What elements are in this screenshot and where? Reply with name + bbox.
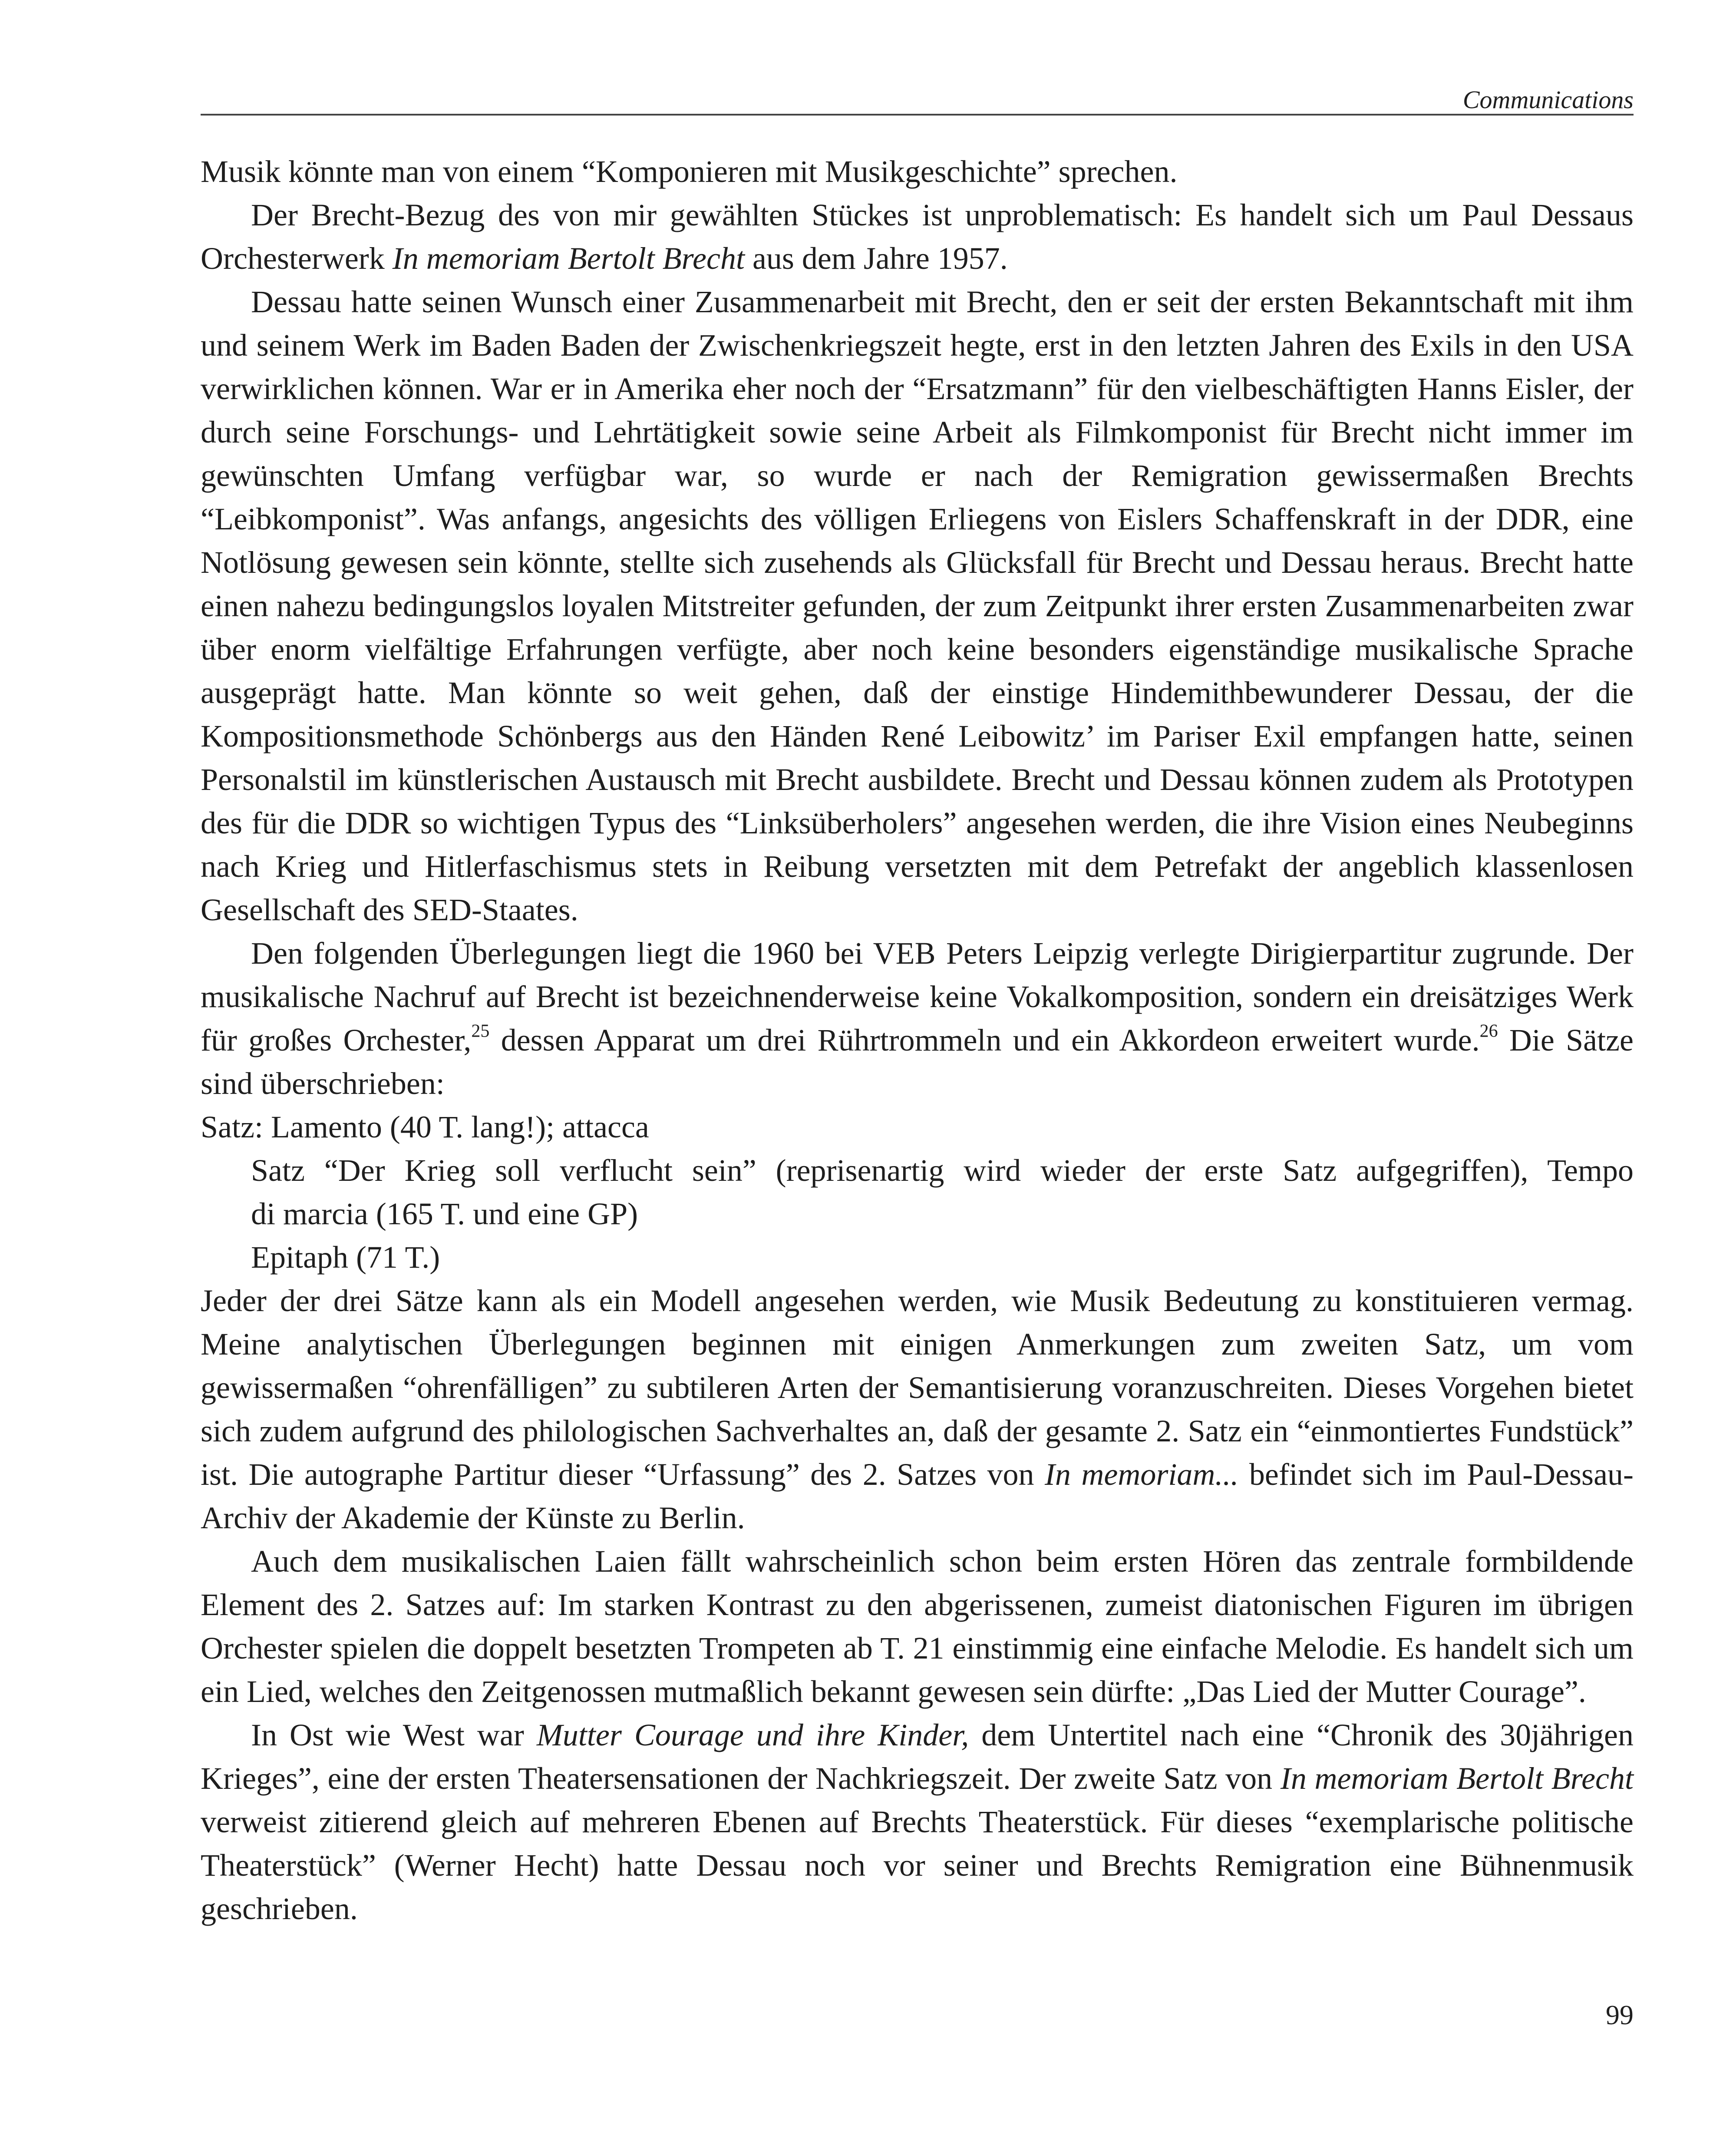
movement-list-item-1: Satz: Lamento (40 T. lang!); attacca <box>201 1110 649 1144</box>
header-rule <box>201 114 1634 116</box>
running-header-title: Communications <box>1462 86 1634 114</box>
paragraph-3-text-a: Den folgenden Überlegungen liegt die 1960 bei VEB Peters Leipzig verlegte Dirigierpartitur zugrunde. Der musikalische Nachruf auf Brecht ist bezeichnenderweise keine Vokalkomposition, sondern ein dreisätziges Werk für großes Orchester, <box>201 936 1634 1057</box>
paragraph-0: Musik könnte man von einem “Komponieren mit Musikgeschichte” sprechen. <box>201 154 1178 189</box>
paragraph-1-text-b: aus dem Jahre 1957. <box>744 241 1008 276</box>
paragraph-6-text-a: In Ost wie West war <box>251 1718 537 1752</box>
movement-list-item-2-line-1: Satz “Der Krieg soll verflucht sein” (reprisenartig wird wieder der erste Satz aufgegriffen), Tempo <box>251 1153 1634 1188</box>
movement-list-item-3: Epitaph (71 T.) <box>251 1240 440 1275</box>
footnote-ref-25: 25 <box>471 1021 490 1041</box>
movement-list-item-2-line-2: di marcia (165 T. und eine GP) <box>251 1196 638 1231</box>
paragraph-3-text-c: Die Sätze sind überschrieben: <box>201 1023 1634 1101</box>
paragraph-3-text-b: dessen Apparat um drei Rührtrommeln und ein Akkordeon erweitert wurde. <box>489 1023 1480 1057</box>
paragraph-6-text-b: dem Untertitel nach eine “Chronik des 30jährigen Krieges”, eine der ersten Theatersensationen der Nachkriegszeit. Der zweite Satz von <box>201 1718 1634 1796</box>
body-text <box>201 150 1634 1930</box>
paragraph-5: Auch dem musikalischen Laien fällt wahrscheinlich schon beim ersten Hören das zentrale formbildende Element des 2. Satzes auf: Im starken Kontrast zu den abgerissenen, zumeist diatonischen Figuren im übrigen Orchester spielen die doppelt besetzten Trompeten ab T. 21 einstimmig eine einfache Melodie. Es handelt sich um ein Lied, welches den Zeitgenossen mutmaßlich bekannt gewesen sein dürfte: „Das Lied der Mutter Courage”. <box>201 1544 1634 1709</box>
paragraph-3 <box>201 932 1634 1105</box>
paragraph-1-text-a: Der Brecht-Bezug des von mir gewählten Stückes ist unproblematisch: Es handelt sich um Paul Dessaus Orchesterwerk <box>201 198 1634 276</box>
paragraph-6 <box>201 1713 1634 1930</box>
paragraph-2: Dessau hatte seinen Wunsch einer Zusammenarbeit mit Brecht, den er seit der ersten Bekanntschaft mit ihm und seinem Werk im Baden Baden der Zwischenkriegszeit hegte, erst in den letzten Jahren des Exils in den USA verwirklichen können. War er in Amerika eher noch der “Ersatzmann” für den vielbeschäftigten Hanns Eisler, der durch seine Forschungs- und Lehrtätigkeit sowie seine Arbeit als Filmkomponist für Brecht nicht immer im gewünschten Umfang verfügbar war, so wurde er nach der Remigration gewissermaßen Brechts “Leibkomponist”. Was anfangs, angesichts des völligen Erliegens von Eislers Schaffenskraft in der DDR, eine Notlösung gewesen sein könnte, stellte sich zusehends als Glücksfall für Brecht und Dessau heraus. Brecht hatte einen nahezu bedingungslos loyalen Mitstreiter gefunden, der zum Zeitpunkt ihrer ersten Zusammenarbeiten zwar über enorm vielfältige Erfahrungen verfügte, aber noch keine besonders eigenständige musikalische Sprache ausgeprägt hatte. Man könnte so weit gehen, daß der einstige Hindemithbewunderer Dessau, der die Kompositionsmethode Schönbergs aus den Händen René Leibowitz’ im Pariser Exil empfangen hatte, seinen Personalstil im künstlerischen Austausch mit Brecht ausbildete. Brecht und Dessau können zudem als Prototypen des für die DDR so wichtigen Typus des “Linksüberholers” angesehen werden, die ihre Vision eines Neubeginns nach Krieg und Hitlerfaschismus stets in Reibung versetzten mit dem Petrefakt der angeblich klassenlosen Gesellschaft des SED-Staates. <box>201 284 1634 927</box>
paragraph-6-text-c: verweist zitierend gleich auf mehreren Ebenen auf Brechts Theaterstück. Für dieses “exemplarische politische Theaterstück” (Werner Hecht) hatte Dessau noch vor seiner und Brechts Remigration eine Bühnenmusik geschrieben. <box>201 1804 1634 1926</box>
work-title-in-memoriam-short: In memoriam... <box>1045 1457 1239 1492</box>
paragraph-4 <box>201 1279 1634 1540</box>
paragraph-1 <box>201 193 1634 280</box>
paragraph-4-text-b: befindet sich im Paul-Dessau-Archiv der Akademie der Künste zu Berlin. <box>201 1457 1634 1535</box>
footnote-ref-26: 26 <box>1479 1021 1498 1041</box>
running-header <box>201 83 1634 117</box>
paragraph-4-text-a: Jeder der drei Sätze kann als ein Modell angesehen werden, wie Musik Bedeutung zu konstituieren vermag. Meine analytischen Überlegungen beginnen mit einigen Anmerkungen zum zweiten Satz, um vom gewissermaßen “ohrenfälligen” zu subtileren Arten der Semantisierung voranzuschreiten. Dieses Vorgehen bietet sich zudem aufgrund des philologischen Sachverhaltes an, daß der gesamte 2. Satz ein “einmontiertes Fundstück” ist. Die autographe Partitur dieser “Urfassung” des 2. Satzes von <box>201 1283 1634 1492</box>
page-number: 99 <box>1606 1999 1634 2030</box>
work-title-in-memoriam: In memoriam Bertolt Brecht <box>392 241 745 276</box>
work-title-in-memoriam-2: In memoriam Bertolt Brecht <box>1280 1761 1634 1796</box>
work-title-mutter-courage: Mutter Courage und ihre Kinder, <box>536 1718 969 1752</box>
